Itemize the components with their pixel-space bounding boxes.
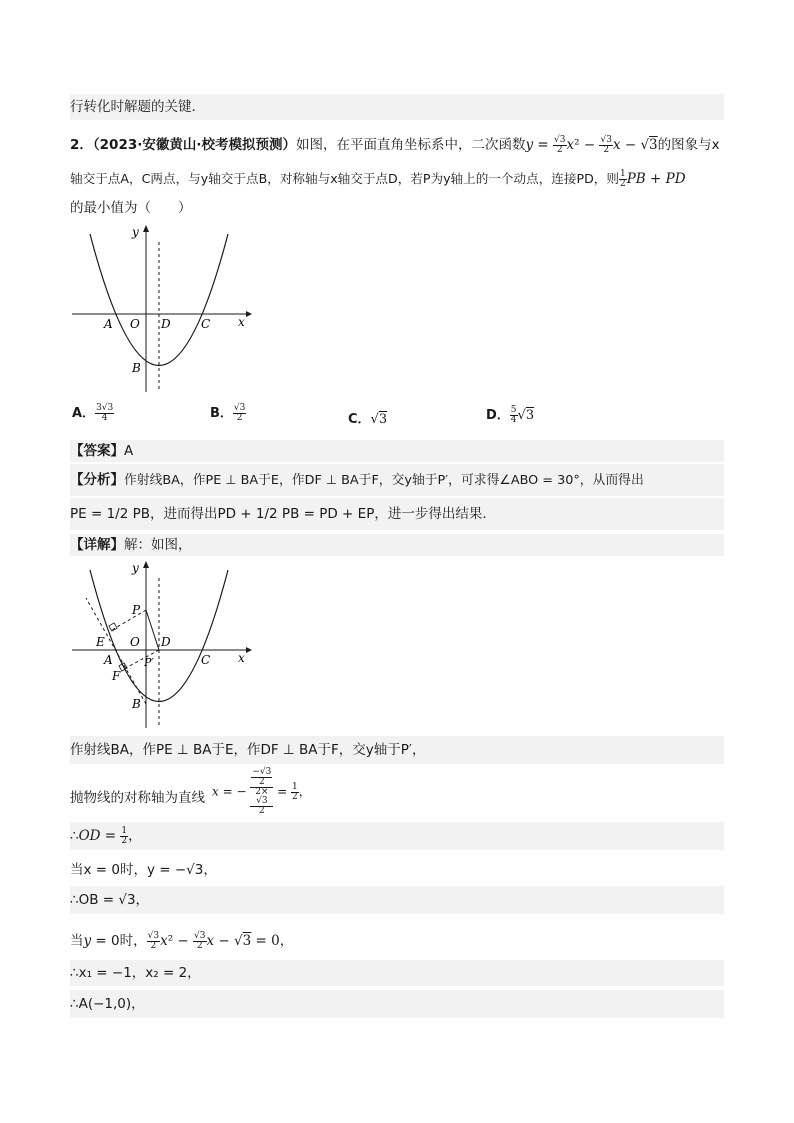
analysis-line-2: PE = 1/2 PB，进而得出PD + 1/2 PB = PD + EP，进一步得出结果． [70,498,724,530]
step-2: 抛物线的对称轴为直线 x = − −√3 2 2× √3 2 = $\frac{1}{2}$ ， [70,767,311,816]
answer-line: 【答案】A [70,440,724,462]
label-p-prime: P′ [144,656,154,669]
step-5: ∴OB = √3， [70,886,724,914]
label-c: C [201,317,211,331]
parabola-figure-2 [70,558,260,732]
step-1: 作射线BA，作PE ⊥ BA于E，作DF ⊥ BA于F，交y轴于P′， [70,736,724,764]
option-b-value: $\frac{√3}{2}$ [233,403,246,423]
step-4: 当x = 0时，y = −√3， [70,862,217,878]
y-axis-arrow-icon [143,561,149,568]
option-a[interactable]: A． $\frac{3√3}{4}$ [72,403,114,423]
option-a-value: $\frac{3√3}{4}$ [96,403,114,423]
step-8: ∴A(−1,0)， [70,990,724,1018]
answer-value: A [124,443,134,459]
label-f: F [112,669,121,683]
segment-pd [146,610,159,650]
x-axis-arrow-icon [246,647,252,653]
parabola-figure-1 [70,222,260,394]
previous-text-line: 行转化时解题的关键． [70,94,724,120]
question-line-2: 轴交于点A，C两点，与y轴交于点B，对称轴与x轴交于点D，若P为y轴上的一个动点，连接PD，则 $\frac{1}{2}$ PB + PD [70,169,686,189]
question-source: （2023·安徽黄山·校考模拟预测） [92,137,296,153]
label-o: O [130,317,140,331]
step-7: ∴x₁ = −1，x₂ = 2， [70,960,724,986]
question-number: 2． [70,137,93,153]
option-d[interactable]: D． $\frac{5}{4}$ √3 [486,405,535,425]
label-y: y [132,561,139,575]
option-c-value: √3 [370,412,388,427]
label-d: D [161,635,171,649]
label-x: x [238,315,245,329]
question-line-3: 的最小值为（ ） [70,200,192,216]
label-e: E [96,635,105,649]
label-a: A [104,653,113,667]
expression-half-pb-plus-pd: $\frac{1}{2}$ PB + PD [619,169,686,189]
analysis-line-1: 【分析】作射线BA，作PE ⊥ BA于E，作DF ⊥ BA于F，交y轴于P′，可求得∠ABO = 30°，从而得出 [70,464,724,496]
label-x: x [238,651,245,665]
quadratic-function: y = $\frac{√3}{2}$ x² − $\frac{√3}{2}$ x − √3 [525,135,658,155]
label-p: P [132,603,141,617]
segment-pe [112,610,146,630]
label-b: B [132,361,141,375]
label-y: y [132,225,139,239]
label-c: C [201,653,211,667]
question-line-1: 2．（2023·安徽黄山·校考模拟预测）如图，在平面直角坐标系中，二次函数y = $\frac{√3}{2}$ x² − $\frac{√3}{2}$ x − √3的图象与x [70,135,720,155]
step-6: 当y = 0时， $\frac{√3}{2}$ x² − $\frac{√3}{2}$ x − √3 = 0， [70,931,294,951]
option-c[interactable]: C．√3 [348,412,388,427]
detail-line: 【详解】解：如图， [70,534,724,556]
x-axis-arrow-icon [246,311,252,317]
y-axis-arrow-icon [143,225,149,232]
option-b[interactable]: B． $\frac{√3}{2}$ [210,403,246,423]
label-a: A [104,317,113,331]
step-3: ∴OD = $\frac{1}{2}$ ， [70,822,724,850]
option-d-value: √3 [517,408,535,423]
label-d: D [161,317,171,331]
symmetry-axis-formula: x = − −√3 2 2× √3 2 = $\frac{1}{2}$ ， [212,767,311,816]
label-o: O [130,635,140,649]
label-b: B [132,697,141,711]
